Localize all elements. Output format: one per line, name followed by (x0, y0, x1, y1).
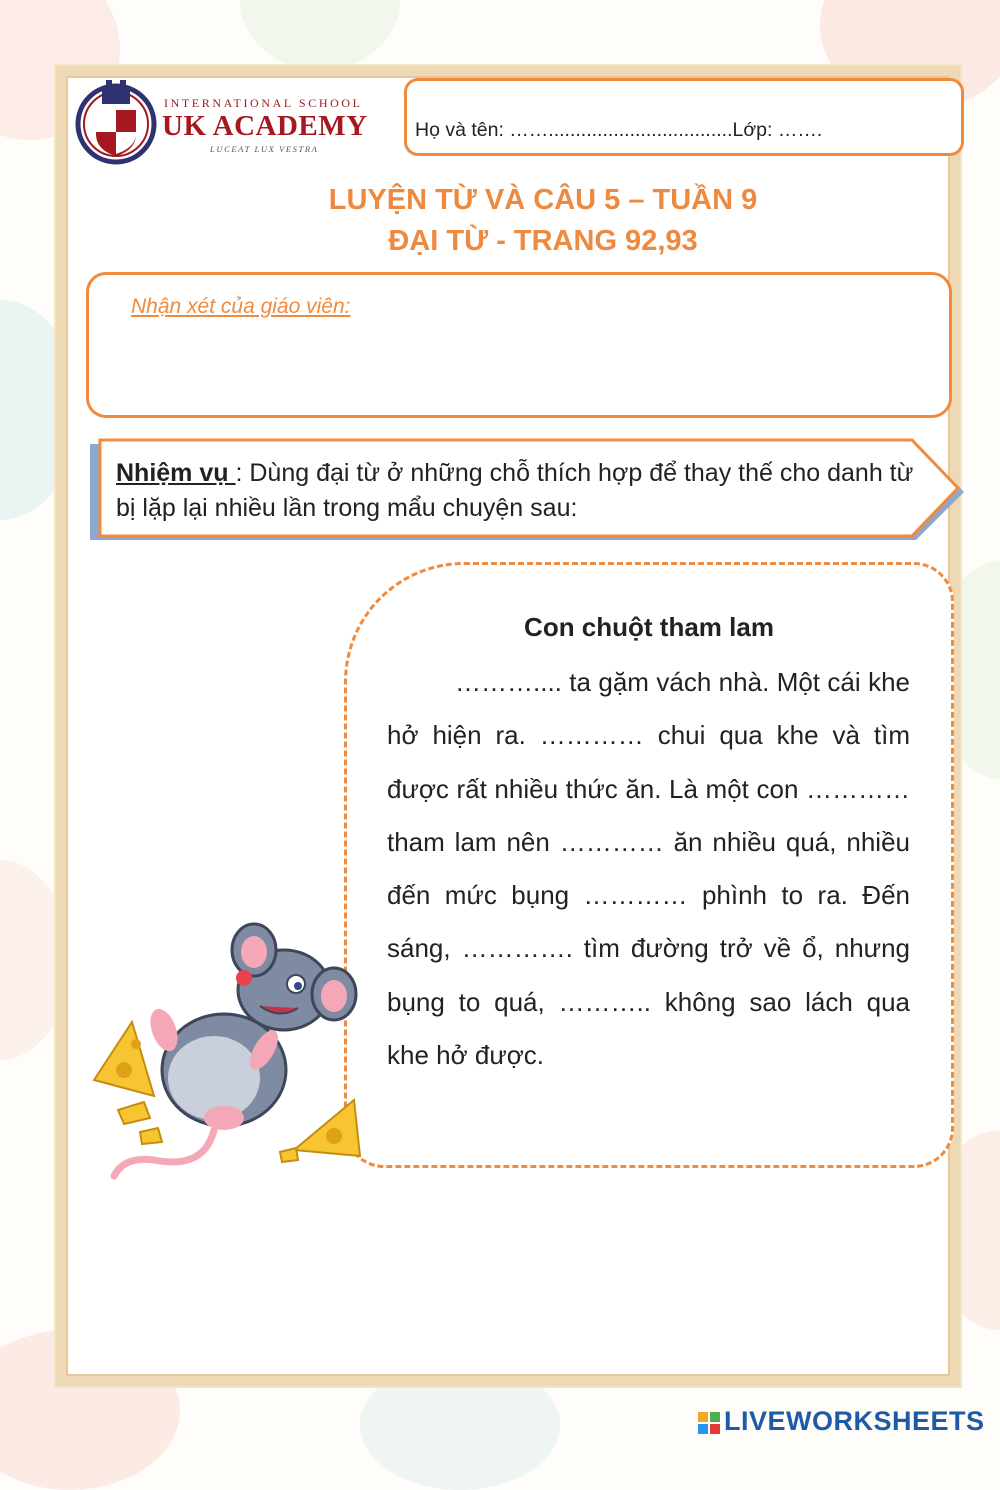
logo-name: UK ACADEMY (162, 110, 368, 142)
logo-motto: LUCEAT LUX VESTRA (210, 144, 319, 154)
logo-school-line: INTERNATIONAL SCHOOL (164, 96, 363, 110)
teacher-comment-label: Nhận xét của giáo viên: (131, 295, 351, 318)
task-instruction (116, 456, 916, 526)
school-crest-icon (72, 76, 160, 168)
student-info-text: Họ và tên: ……..................................Lớp: ……. (415, 119, 823, 141)
mouse-cheese-illustration (84, 920, 374, 1190)
worksheet-subtitle: ĐẠI TỪ - TRANG 92,93 (388, 225, 698, 257)
liveworksheets-brand (698, 1406, 985, 1437)
student-info-box[interactable] (404, 78, 964, 156)
task-label: Nhiệm vụ (116, 459, 236, 487)
story-title: Con chuột tham lam (524, 612, 774, 642)
story-body (387, 656, 910, 1082)
school-logo (72, 76, 372, 168)
background-dot (240, 0, 400, 70)
brand-text: LIVEWORKSHEETS (724, 1406, 985, 1436)
teacher-comment-box[interactable] (86, 272, 952, 418)
worksheet-title: LUYỆN TỪ VÀ CÂU 5 – TUẦN 9 (328, 184, 758, 216)
task-text: : Dùng đại từ ở những chỗ thích hợp để thay thế cho danh từ bị lặp lại nhiều lần trong mẩu chuyện sau: (116, 459, 914, 522)
story-text: ……….... ta gặm vách nhà. Một cái khe hở hiện ra. ………… chui qua khe và tìm được rất nhiều thức ăn. Là một con ………… tham lam nên ………… ăn nhiều quá, nhiều đến mức bụng ………… phình to ra. Đến sáng, …………. tìm đường trở về ổ, nhưng bụng to quá, ……….. không sao lách qua khe hở được. (387, 667, 910, 1071)
liveworksheets-logo-icon (698, 1412, 720, 1434)
